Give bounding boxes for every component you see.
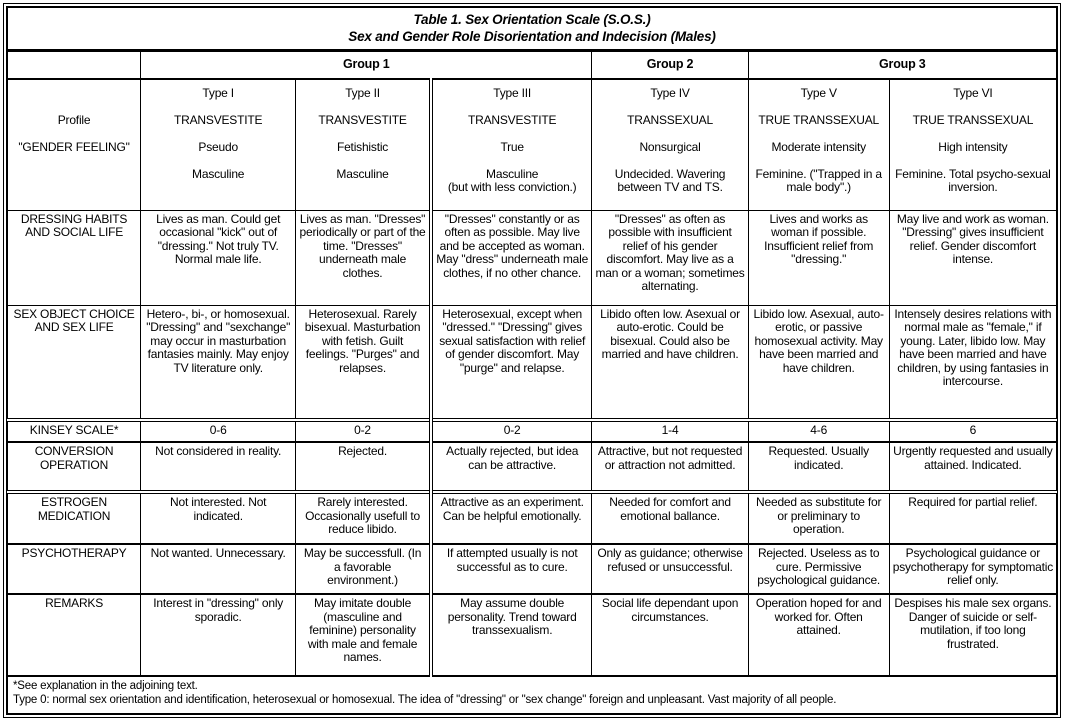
type4-feeling2 — [595, 195, 744, 208]
data-cell: May live and work as woman. "Dressing" gives insufficient relief. Gender discomfort intense. — [889, 210, 1056, 305]
type5-feeling2 — [752, 195, 886, 208]
type4-label: Type IV — [650, 85, 690, 100]
type2-feeling2 — [299, 181, 426, 194]
data-cell: Lives as man. Could get occasional "kick" out of "dressing." Not truly TV. Normal male life. — [141, 210, 296, 305]
type6-feeling: Feminine. Total psycho-sexual inversion. — [895, 166, 1051, 194]
type4-name: TRANSSEXUAL — [627, 112, 713, 127]
data-cell: 4-6 — [748, 420, 889, 442]
row-remarks — [8, 594, 1057, 676]
footnote-row — [8, 676, 1057, 714]
type2-header-cell — [296, 79, 431, 211]
data-cell: Rejected. — [296, 442, 431, 492]
title-line-2: Sex and Gender Role Disorientation and Indecision (Males) — [348, 29, 716, 44]
title-line-1: Table 1. Sex Orientation Scale (S.O.S.) — [413, 12, 651, 27]
row-label: CONVERSION OPERATION — [8, 442, 141, 492]
data-cell: If attempted usually is not successful as to cure. — [431, 544, 592, 594]
type4-subtype: Nonsurgical — [639, 139, 701, 154]
profile-header-row — [8, 79, 1057, 211]
group-header-group2: Group 2 — [592, 51, 748, 79]
sex-orientation-scale-table — [7, 7, 1057, 714]
data-cell: Not wanted. Unnecessary. — [141, 544, 296, 594]
data-cell: Required for partial relief. — [889, 492, 1056, 544]
row-label: PSYCHOTHERAPY — [8, 544, 141, 594]
data-cell: Needed for comfort and emotional ballance. — [592, 492, 748, 544]
data-cell: Not interested. Not indicated. — [141, 492, 296, 544]
row-label: REMARKS — [8, 594, 141, 676]
data-cell: Attractive as an experiment. Can be helpful emotionally. — [431, 492, 592, 544]
type6-subtype: High intensity — [938, 139, 1008, 154]
group-header-empty-cell — [8, 51, 141, 79]
data-cell: Requested. Usually indicated. — [748, 442, 889, 492]
type2-name: TRANSVESTITE — [318, 112, 407, 127]
row-sex-object-choice — [8, 305, 1057, 420]
type2-feeling: Masculine — [336, 166, 389, 181]
data-cell: Lives and works as woman if possible. Insufficient relief from "dressing." — [748, 210, 889, 305]
data-cell: May assume double personality. Trend toward transsexualism. — [431, 594, 592, 676]
data-cell: Psychological guidance or psychotherapy for symptomatic relief only. — [889, 544, 1056, 594]
type5-feeling: Feminine. ("Trapped in a male body".) — [755, 166, 882, 194]
data-cell: Interest in "dressing" only sporadic. — [141, 594, 296, 676]
type1-name: TRANSVESTITE — [174, 112, 263, 127]
type1-subtype: Pseudo — [198, 139, 238, 154]
row-label: SEX OBJECT CHOICE AND SEX LIFE — [8, 305, 141, 420]
data-cell: Lives as man. "Dresses" periodically or part of the time. "Dresses" underneath male clothes. — [296, 210, 431, 305]
data-cell: Operation hoped for and worked for. Often attained. — [748, 594, 889, 676]
data-cell: Heterosexual, except when "dressed." "Dressing" gives sexual satisfaction with relief of gender discomfort. May "purge" and relapse. — [431, 305, 592, 420]
data-cell: Rarely interested. Occasionally usefull to reduce libido. — [296, 492, 431, 544]
data-cell: Rejected. Useless as to cure. Permissive psychological guidance. — [748, 544, 889, 594]
data-cell: 6 — [889, 420, 1056, 442]
type3-subtype: True — [500, 139, 524, 154]
type3-label: Type III — [493, 85, 532, 100]
type4-feeling: Undecided. Wavering between TV and TS. — [614, 166, 726, 194]
row-dressing-habits — [8, 210, 1057, 305]
row-kinsey-scale — [8, 420, 1057, 442]
data-cell: 1-4 — [592, 420, 748, 442]
footnote-line: Type 0: normal sex orientation and identification, heterosexual or homosexual. The idea of "dressing" or "sex change" foreign and unpleasant. Vast majority of all people. — [13, 694, 837, 706]
type6-label: Type VI — [953, 85, 993, 100]
type2-label: Type II — [345, 85, 380, 100]
type5-name: TRUE TRANSSEXUAL — [758, 112, 879, 127]
table-outer-frame — [3, 3, 1061, 718]
row-label: DRESSING HABITS AND SOCIAL LIFE — [8, 210, 141, 305]
type3-feeling: Masculine — [486, 166, 539, 181]
data-cell: "Dresses" constantly or as often as possible. May live and be accepted as woman. May "dress" underneath male clothes, if no other chance. — [431, 210, 592, 305]
data-cell: 0-2 — [296, 420, 431, 442]
type2-subtype: Fetishistic — [336, 139, 389, 154]
data-cell: Attractive, but not requested or attraction not admitted. — [592, 442, 748, 492]
header-label-profile: Profile — [57, 112, 91, 127]
type5-label: Type V — [800, 85, 837, 100]
data-cell: Urgently requested and usually attained. Indicated. — [889, 442, 1056, 492]
footnote-line: *See explanation in the adjoining text. — [13, 680, 198, 692]
data-cell: Heterosexual. Rarely bisexual. Masturbation with fetish. Guilt feelings. "Purges" and relapses. — [296, 305, 431, 420]
data-cell: 0-2 — [431, 420, 592, 442]
row-conversion-operation — [8, 442, 1057, 492]
data-cell: "Dresses" as often as possible with insufficient relief of his gender discomfort. May live as a man or a woman; sometimes alternating. — [592, 210, 748, 305]
data-cell: Libido low. Asexual, auto-erotic, or passive homosexual activity. May have been married and have children. — [748, 305, 889, 420]
data-cell: May be successfull. (In a favorable environment.) — [296, 544, 431, 594]
type1-label: Type I — [202, 85, 234, 100]
type1-feeling: Masculine — [192, 166, 245, 181]
data-cell: Not considered in reality. — [141, 442, 296, 492]
data-cell: Only as guidance; otherwise refused or unsuccessful. — [592, 544, 748, 594]
type4-header-cell — [592, 79, 748, 211]
row-label: ESTROGEN MEDICATION — [8, 492, 141, 544]
data-cell: Intensely desires relations with normal male as "female," if young. Later, libido low. May have been married and have children, by using fantasies in intercourse. — [889, 305, 1056, 420]
type3-header-cell — [431, 79, 592, 211]
type5-subtype: Moderate intensity — [771, 139, 866, 154]
type3-feeling2: (but with less conviction.) — [447, 180, 577, 194]
data-cell: Actually rejected, but idea can be attractive. — [431, 442, 592, 492]
data-cell: Despises his male sex organs. Danger of suicide or self-mutilation, if too long frustrated. — [889, 594, 1056, 676]
type5-header-cell — [748, 79, 889, 211]
type3-name: TRANSVESTITE — [468, 112, 557, 127]
header-label-gender-feeling: "GENDER FEELING" — [18, 139, 130, 154]
row-label: KINSEY SCALE* — [8, 420, 141, 442]
data-cell: Social life dependant upon circumstances. — [592, 594, 748, 676]
row-psychotherapy — [8, 544, 1057, 594]
title-row — [8, 8, 1057, 51]
group-header-row — [8, 51, 1057, 79]
footnotes-cell — [8, 676, 1057, 714]
group-header-group3: Group 3 — [748, 51, 1056, 79]
data-cell: May imitate double (masculine and feminine) personality with male and female names. — [296, 594, 431, 676]
profile-label-cell — [8, 79, 141, 211]
type1-feeling2 — [144, 181, 292, 194]
data-cell: Libido often low. Asexual or auto-erotic. Could be bisexual. Could also be married and have children. — [592, 305, 748, 420]
type6-feeling2 — [893, 195, 1053, 208]
data-cell: Needed as substitute for or preliminary to operation. — [748, 492, 889, 544]
data-cell: Hetero-, bi-, or homosexual. "Dressing" and "sexchange" may occur in masturbation fantasies mainly. May enjoy TV literature only. — [141, 305, 296, 420]
group-header-group1: Group 1 — [141, 51, 592, 79]
header-label-line — [11, 87, 137, 114]
data-cell: 0-6 — [141, 420, 296, 442]
type1-header-cell — [141, 79, 296, 211]
table-title — [8, 8, 1057, 51]
row-estrogen-medication — [8, 492, 1057, 544]
type6-header-cell — [889, 79, 1056, 211]
type6-name: TRUE TRANSSEXUAL — [912, 112, 1034, 127]
